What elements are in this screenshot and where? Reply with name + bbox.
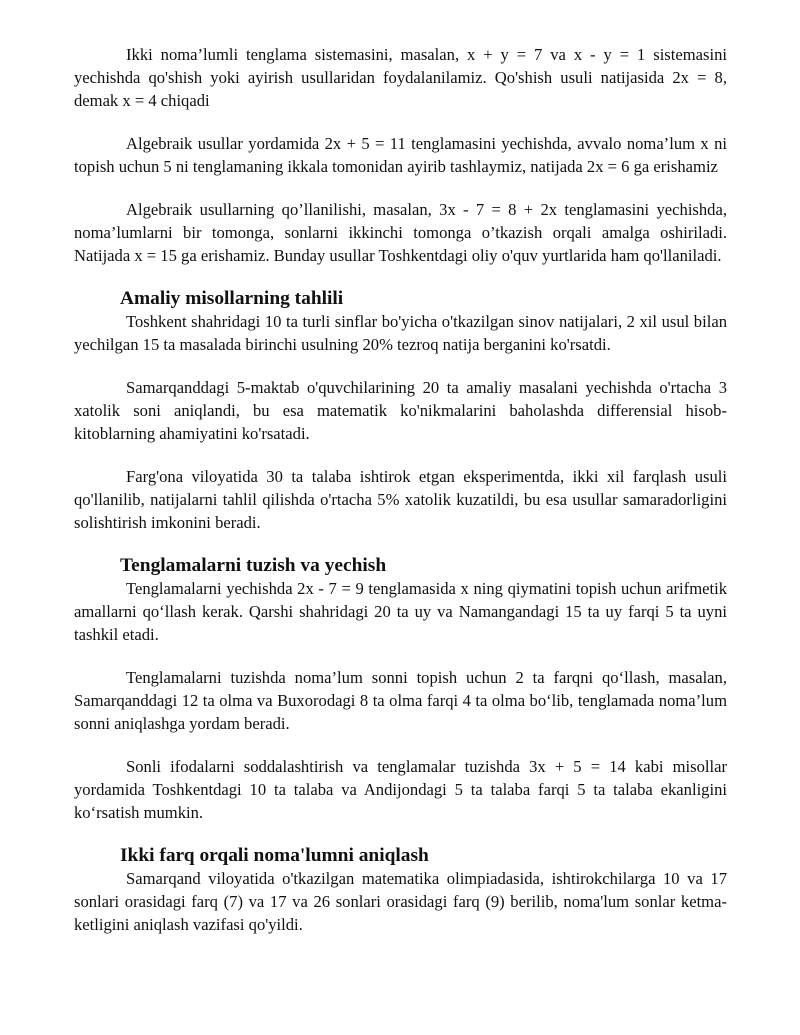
paragraph-algebraic-application: Algebraik usullarning qo’llanilishi, masalan, 3x - 7 = 8 + 2x tenglamasini yechishda, noma’lumlarni bir tomonga, sonlarni ikkinchi tomonga o’tkazish orqali amalga oshiriladi. Natijada x = 15 ga erishamiz. Bunday usullar Toshkentdagi oliy o'quv yurtlarida ham qo'llaniladi. <box>74 200 727 265</box>
section-heading-practical-examples: Amaliy misollarning tahlili <box>120 288 344 309</box>
paragraph-system-of-equations: Ikki noma’lumli tenglama sistemasini, masalan, x + y = 7 va x - y = 1 sistemasini yechishda qo'shish yoki ayirish usullaridan foydalanilamiz. Qo'shish usuli natijasida 2x = 8, demak x = 4 chiqadi <box>74 45 727 110</box>
paragraph-algebraic-methods: Algebraik usullar yordamida 2x + 5 = 11 tenglamasini yechishda, avvalo noma’lum x ni topish uchun 5 ni tenglamaning ikkala tomonidan ayirib tashlaymiz, natijada 2x = 6 ga erishamiz <box>74 134 727 176</box>
paragraph-students-difference: Sonli ifodalarni soddalashtirish va tenglamalar tuzishda 3x + 5 = 14 kabi misollar yordamida Toshkentdagi 10 ta talaba va Andijondagi 5 ta talaba farqi 5 ta talaba ekanligini ko‘rsatish mumkin. <box>74 757 727 822</box>
paragraph-tashkent-test: Toshkent shahridagi 10 ta turli sinflar bo'yicha o'tkazilgan sinov natijalari, 2 xil usul bilan yechilgan 15 ta masalada birinchi usulning 20% tezroq natija berganini ko'rsatdi. <box>74 312 727 354</box>
document-page <box>74 43 727 936</box>
paragraph-fergana-experiment: Farg'ona viloyatida 30 ta talaba ishtirok etgan eksperimentda, ikki xil farqlash usuli qo'llanilib, natijalarni tahlil qilishda o'rtacha 5% xatolik kuzatildi, bu esa usullar samaradorligini solishtirish imkonini beradi. <box>74 467 727 532</box>
paragraph-samarkand-school: Samarqanddagi 5-maktab o'quvchilarining 20 ta amaliy masalani yechishda o'rtacha 3 xatolik soni aniqlandi, bu esa matematik ko'nikmalarini baholashda differensial hisob-kitoblarning ahamiyatini ko'rsatadi. <box>74 378 727 443</box>
paragraph-olympiad: Samarqand viloyatida o'tkazilgan matematika olimpiadasida, ishtirokchilarga 10 va 17 sonlari orasidagi farq (7) va 17 va 26 sonlari orasidagi farq (9) berilib, noma'lum sonlar ketma-ketligini aniqlash vazifasi qo'yildi. <box>74 869 727 934</box>
section-heading-equations: Tenglamalarni tuzish va yechish <box>120 555 387 576</box>
paragraph-qarshi-houses: Tenglamalarni yechishda 2x - 7 = 9 tenglamasida x ning qiymatini topish uchun arifmetik amallarni qo‘llash kerak. Qarshi shahridagi 20 ta uy va Namangandagi 15 ta uy farqi 5 ta uyni tashkil etadi. <box>74 579 727 644</box>
paragraph-apples-difference: Tenglamalarni tuzishda noma’lum sonni topish uchun 2 ta farqni qo‘llash, masalan, Samarqanddagi 12 ta olma va Buxorodagi 8 ta olma farqi 4 ta olma bo‘lib, tenglamada noma’lum sonni aniqlashga yordam beradi. <box>74 668 727 733</box>
section-heading-two-differences: Ikki farq orqali noma'lumni aniqlash <box>120 845 429 866</box>
